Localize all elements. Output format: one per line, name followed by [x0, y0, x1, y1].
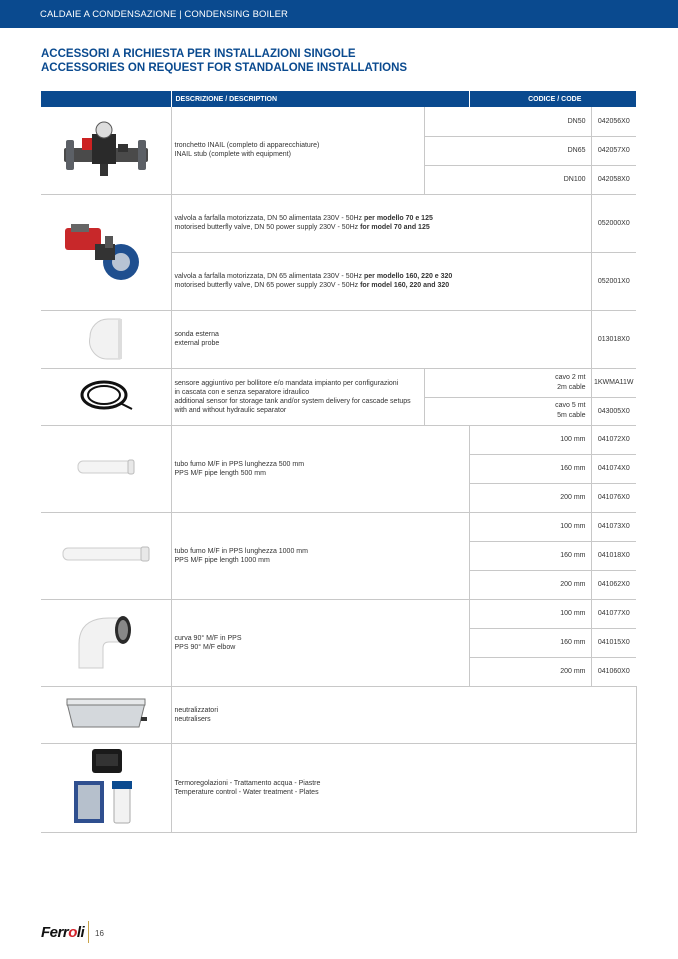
pipe-500-size: 160 mm — [469, 454, 591, 483]
valve-50-description: valvola a farfalla motorizzata, DN 50 alimentata 230V - 50Hz per modello 70 e 125 motorised butterfly valve, DN 50 power supply 230V - 50Hz for model 70 and 125 — [171, 194, 591, 252]
pipe-1000-description: tubo fumo M/F in PPS lunghezza 1000 mm PPS M/F pipe length 1000 mm — [171, 512, 469, 599]
elbow-code: 041077X0 — [591, 599, 636, 628]
sensor-description: sensore aggiuntivo per bollitore e/o mandata impianto per configurazioni in cascata con e senza separatore idraulico additional sensor for storage tank and/or system delivery for cascade setups with and without hydraulic separator — [171, 368, 424, 425]
pipe-1000-size: 160 mm — [469, 541, 591, 570]
external-probe-image — [41, 310, 171, 368]
table-row — [41, 368, 636, 397]
pipe-500-code: 041072X0 — [591, 425, 636, 454]
inail-stub-image — [41, 107, 171, 194]
section-title: CALDAIE A CONDENSAZIONE | CONDENSING BOILER — [40, 9, 289, 20]
pipe-500-description: tubo fumo M/F in PPS lunghezza 500 mm PPS M/F pipe length 500 mm — [171, 425, 469, 512]
sensor-code: 1KWMA11W — [591, 368, 636, 397]
inail-description: tronchetto INAIL (completo di apparecchiature) INAIL stub (complete with equipment) — [171, 107, 424, 194]
inail-code: 042058X0 — [591, 165, 636, 194]
elbow-size: 100 mm — [469, 599, 591, 628]
pipe-500-image — [41, 425, 171, 512]
probe-code: 013018X0 — [591, 310, 636, 368]
pipe-500-size: 100 mm — [469, 425, 591, 454]
header-image-col — [41, 91, 171, 107]
sensor-cable-image — [41, 368, 171, 425]
inail-size: DN100 — [424, 165, 591, 194]
thermoregulation-image — [41, 743, 171, 832]
sensor-size: cavo 2 mt 2m cable — [424, 368, 591, 397]
accessories-table — [41, 91, 637, 833]
page-number: 16 — [95, 929, 104, 938]
title-en: ACCESSORIES ON REQUEST FOR STANDALONE INSTALLATIONS — [41, 62, 408, 74]
pipe-1000-code: 041018X0 — [591, 541, 636, 570]
elbow-size: 160 mm — [469, 628, 591, 657]
page-title — [41, 47, 407, 75]
table-row — [41, 512, 636, 541]
sensor-code: 043005X0 — [591, 397, 636, 425]
elbow-code: 041015X0 — [591, 628, 636, 657]
pipe-1000-code: 041073X0 — [591, 512, 636, 541]
elbow-description: curva 90° M/F in PPS PPS 90° M/F elbow — [171, 599, 469, 686]
neutraliser-image — [41, 686, 171, 743]
ferroli-logo: Ferroli — [41, 924, 85, 941]
table-row — [41, 686, 636, 743]
probe-description: sonda esterna external probe — [171, 310, 591, 368]
pipe-1000-size: 100 mm — [469, 512, 591, 541]
table-row — [41, 107, 636, 136]
footer-divider — [88, 921, 89, 943]
pipe-500-code: 041076X0 — [591, 483, 636, 512]
title-it: ACCESSORI A RICHIESTA PER INSTALLAZIONI SINGOLE — [41, 48, 356, 60]
pipe-500-code: 041074X0 — [591, 454, 636, 483]
table-row — [41, 194, 636, 252]
sensor-size: cavo 5 mt 5m cable — [424, 397, 591, 425]
table-row — [41, 599, 636, 628]
table-row — [41, 425, 636, 454]
inail-code: 042057X0 — [591, 136, 636, 165]
thermo-description: Termoregolazioni - Trattamento acqua - Piastre Temperature control - Water treatment - Plates — [171, 743, 636, 832]
table-row — [41, 743, 636, 832]
pipe-1000-size: 200 mm — [469, 570, 591, 599]
table-row — [41, 310, 636, 368]
inail-size: DN50 — [424, 107, 591, 136]
valve-50-code: 052000X0 — [591, 194, 636, 252]
pipe-500-size: 200 mm — [469, 483, 591, 512]
valve-65-code: 052001X0 — [591, 252, 636, 310]
header-code: CODICE / CODE — [469, 91, 636, 107]
inail-code: 042056X0 — [591, 107, 636, 136]
valve-65-description: valvola a farfalla motorizzata, DN 65 alimentata 230V - 50Hz per modello 160, 220 e 320 motorised butterfly valve, DN 65 power supply 230V - 50Hz for model 160, 220 and 320 — [171, 252, 591, 310]
elbow-code: 041060X0 — [591, 657, 636, 686]
elbow-size: 200 mm — [469, 657, 591, 686]
table-header — [41, 91, 636, 107]
header-description: DESCRIZIONE / DESCRIPTION — [171, 91, 469, 107]
top-bar — [0, 0, 678, 28]
pipe-1000-code: 041062X0 — [591, 570, 636, 599]
inail-size: DN65 — [424, 136, 591, 165]
butterfly-valve-image — [41, 194, 171, 310]
elbow-image — [41, 599, 171, 686]
pipe-1000-image — [41, 512, 171, 599]
neutral-description: neutralizzatori neutralisers — [171, 686, 636, 743]
